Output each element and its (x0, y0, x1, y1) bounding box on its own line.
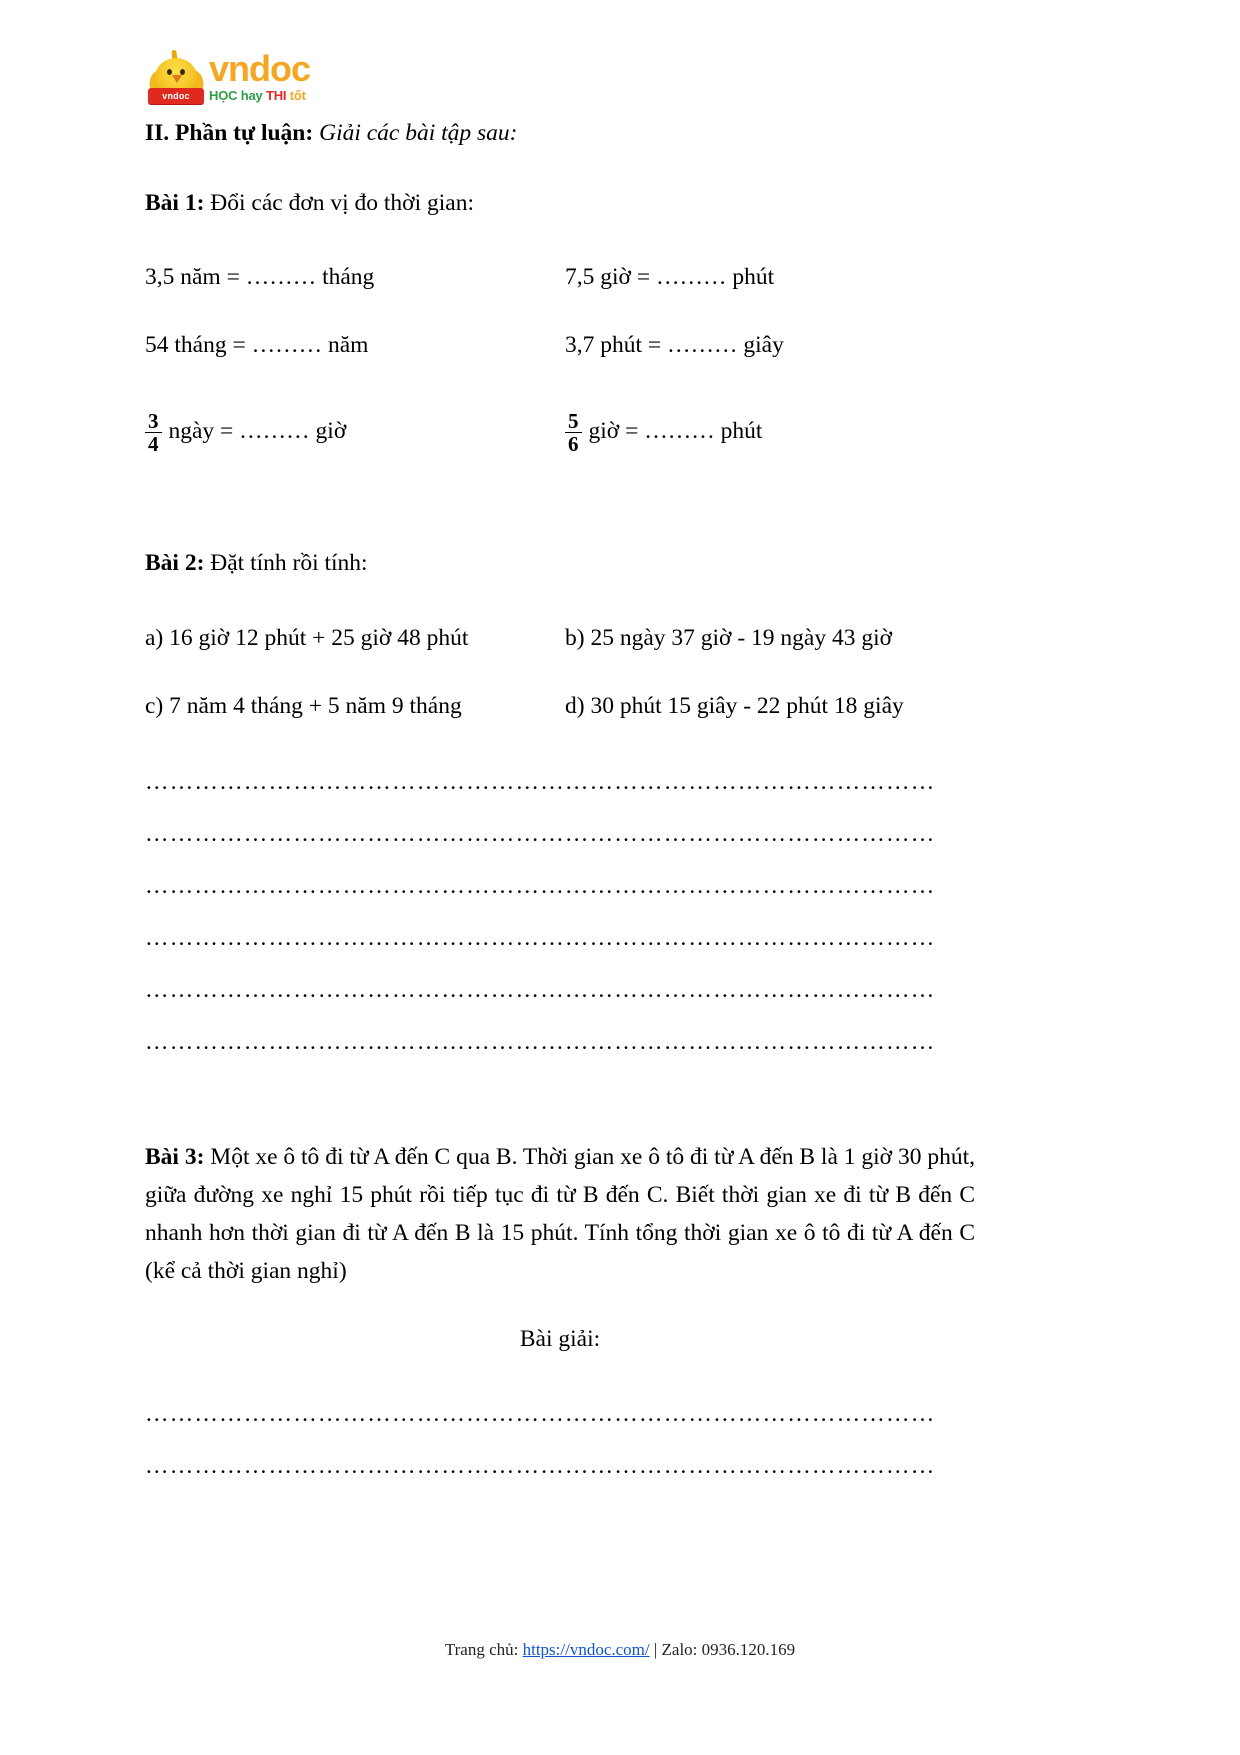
fraction-numerator: 5 (568, 409, 579, 433)
bai1-exercise-5-text: ngày = ……… giờ (168, 417, 347, 444)
bai1-exercise-2: 7,5 giờ = ……… phút (565, 264, 775, 291)
bai3-solution-label: Bài giải: (519, 1325, 601, 1352)
section-heading (145, 120, 975, 146)
bai3-problem (145, 1138, 975, 1290)
answer-line: …………………………………………………………………………………… (145, 924, 936, 951)
bai1-title: Đổi các đơn vị đo thời gian: (210, 189, 475, 216)
tagline-hay: hay (240, 88, 263, 103)
bai2-answer-area (145, 756, 975, 1068)
bai1-exercise-1: 3,5 năm = ……… tháng (145, 264, 375, 291)
bai2-row-1 (145, 620, 975, 658)
logo-wordmark: vndoc (209, 48, 311, 89)
section-heading-instruction: Giải các bài tập sau: (319, 120, 518, 146)
logo-tagline (209, 88, 310, 104)
bai2-item-c: c) 7 năm 4 tháng + 5 năm 9 tháng (145, 692, 462, 719)
bai2-item-b: b) 25 ngày 37 giờ - 19 ngày 43 giờ (565, 624, 893, 651)
page-footer (0, 1640, 1240, 1660)
footer-prefix: Trang chủ: (444, 1640, 523, 1659)
fraction-five-sixths (565, 410, 582, 455)
fraction-numerator: 3 (148, 409, 159, 433)
tagline-tot: tốt (289, 88, 306, 103)
mascot-banner (148, 88, 204, 104)
bai3-text: Một xe ô tô đi từ A đến C qua B. Thời gian xe ô tô đi từ A đến B là 1 giờ 30 phút, giữa đường xe nghỉ 15 phút rồi tiếp tục đi từ B đến C. Biết thời gian xe đi từ B đến C nhanh hơn thời gian đi từ A đến B là 15 phút. Tính tổng thời gian xe ô tô đi từ A đến C (kể cả thời gian nghỉ) (145, 1143, 976, 1284)
bai1-exercise-3: 54 tháng = ……… năm (145, 332, 369, 359)
bai3-label: Bài 3: (145, 1143, 205, 1170)
footer-suffix: | Zalo: 0936.120.169 (649, 1640, 796, 1659)
fraction-denominator: 4 (145, 432, 162, 455)
bai1-exercise-6 (565, 409, 975, 457)
bai1-exercise-4: 3,7 phút = ……… giây (565, 332, 784, 359)
bai1-row-2 (145, 327, 975, 365)
bai1-heading (145, 190, 975, 216)
bai2-item-a: a) 16 giờ 12 phút + 25 giờ 48 phút (145, 624, 469, 651)
answer-line: …………………………………………………………………………………… (145, 1452, 936, 1479)
mascot-beak (172, 75, 182, 83)
bai1-exercise-6-text: giờ = ……… phút (588, 417, 763, 444)
bai2-row-2 (145, 688, 975, 726)
tagline-hoc: HỌC (209, 88, 238, 103)
bai1-row-1 (145, 259, 975, 297)
mascot-banner-text: vndoc (162, 91, 190, 101)
fraction-denominator: 6 (565, 432, 582, 455)
fraction-three-quarters (145, 410, 162, 455)
answer-line: …………………………………………………………………………………… (145, 1400, 936, 1427)
bai2-title: Đặt tính rồi tính: (210, 550, 368, 577)
footer-website-link[interactable]: https://vndoc.com/ (522, 1640, 650, 1659)
bai1-label: Bài 1: (145, 189, 205, 216)
answer-line: …………………………………………………………………………………… (145, 872, 936, 899)
answer-line: …………………………………………………………………………………… (145, 820, 936, 847)
bai2-label: Bài 2: (145, 550, 205, 577)
vndoc-logo (148, 50, 310, 106)
worksheet-content (145, 120, 975, 1492)
tagline-thi: THI (265, 88, 287, 103)
bai2-item-d: d) 30 phút 15 giây - 22 phút 18 giây (565, 692, 904, 719)
chick-mascot-icon (148, 50, 204, 106)
section-heading-label: II. Phần tự luận: (145, 120, 314, 146)
bai2-heading (145, 550, 975, 576)
bai3-answer-area (145, 1388, 975, 1492)
logo-text-group (209, 50, 310, 104)
bai1-exercise-5 (145, 409, 565, 457)
bai1-row-3 (145, 409, 975, 457)
answer-line: …………………………………………………………………………………… (145, 1028, 936, 1055)
answer-line: …………………………………………………………………………………… (145, 768, 936, 795)
answer-line: …………………………………………………………………………………… (145, 976, 936, 1003)
